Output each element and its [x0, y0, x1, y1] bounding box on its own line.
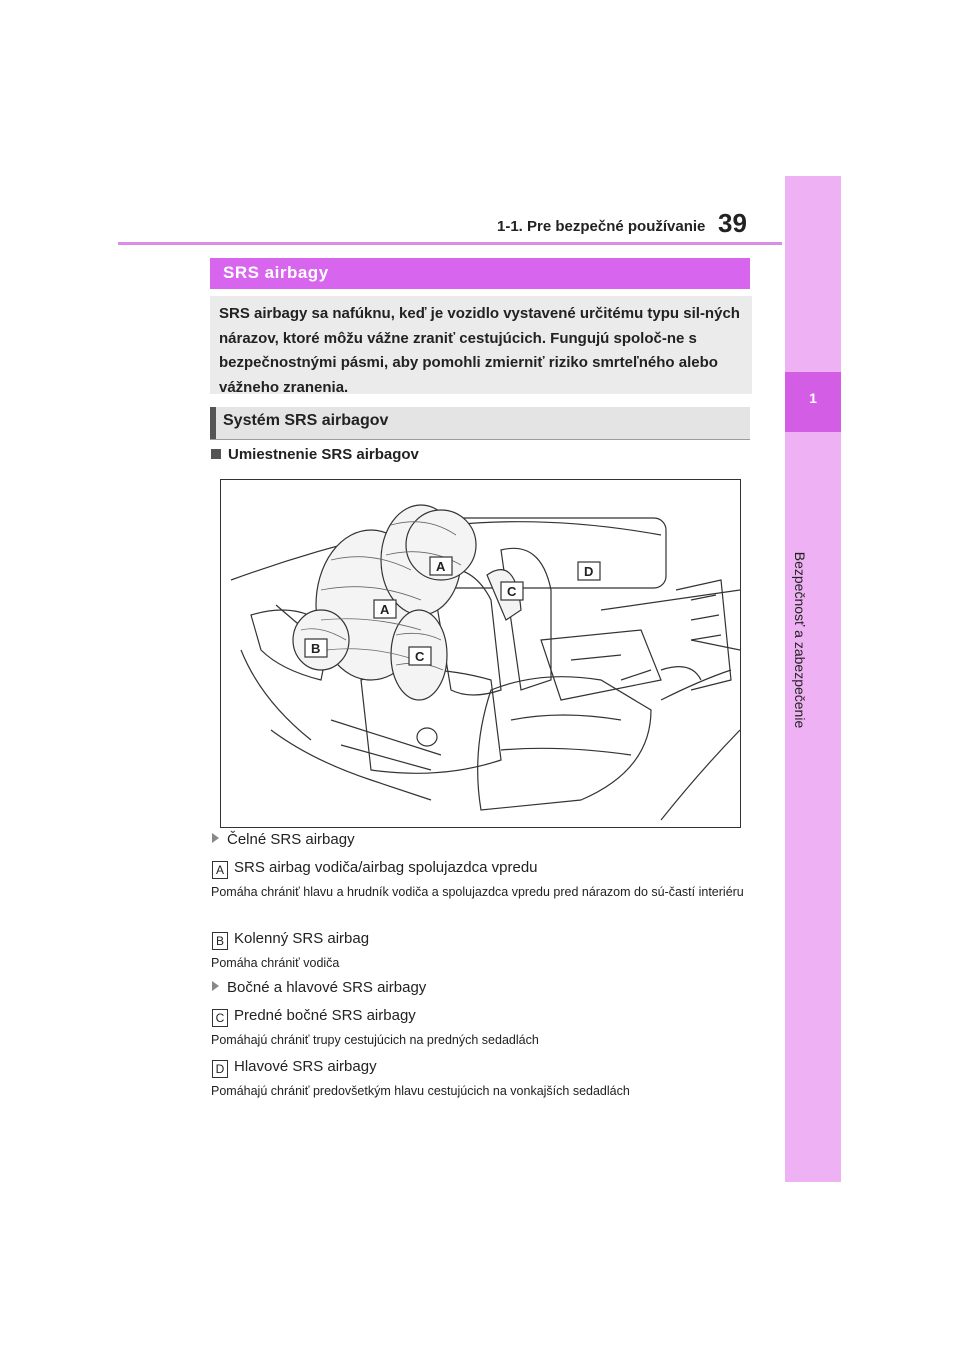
subsection-title: Systém SRS airbagov [223, 412, 389, 429]
callout-label: C [507, 584, 517, 599]
key-badge: B [212, 932, 228, 950]
section-title-bar [210, 258, 750, 289]
item-description: Pomáhajú chrániť predovšetkým hlavu cestujúcich na vonkajších sedadlách [211, 1084, 630, 1098]
callout-label: D [584, 564, 594, 579]
triangle-bullet-icon [212, 833, 219, 843]
square-bullet-icon [211, 449, 221, 459]
callout-label: A [436, 559, 446, 574]
section-reference: 1-1. Pre bezpečné používanie [497, 218, 706, 235]
subsection-marker [210, 407, 216, 439]
page-number: 39 [718, 208, 747, 238]
list-item: C Predné bočné SRS airbagy [212, 1007, 416, 1027]
triangle-bullet-icon [212, 981, 219, 991]
car-interior-drawing [221, 480, 740, 827]
group-title: Bočné a hlavové SRS airbagy [212, 979, 426, 996]
intro-text: SRS airbagy sa nafúknu, keď je vozidlo vystavené určitému typu sil-ných nárazov, ktoré môžu vážne zraniť cestujúcich. Fungujú spoloč-ne s bezpečnostnými pásmi, aby pomohli zmierniť riziko smrteľného alebo vážneho zranenia. [219, 305, 740, 396]
list-item: B Kolenný SRS airbag [212, 930, 369, 950]
airbag-illustration [220, 479, 741, 828]
group-title: Čelné SRS airbagy [212, 831, 355, 848]
callout-label: B [311, 641, 321, 656]
header-divider [118, 242, 782, 245]
key-badge: C [212, 1009, 228, 1027]
key-badge: D [212, 1060, 228, 1078]
item-description: Pomáha chrániť vodiča [211, 956, 340, 970]
chapter-number: 1 [809, 390, 817, 406]
list-item: D Hlavové SRS airbagy [212, 1058, 377, 1078]
callout-label: C [415, 649, 425, 664]
callout-label: A [380, 602, 390, 617]
section-title: SRS airbagy [223, 263, 329, 282]
intro-box [210, 296, 752, 394]
item-description: Pomáha chrániť hlavu a hrudník vodiča a spolujazdca vpredu pred nárazom do sú-častí interiéru [211, 885, 744, 899]
key-badge: A [212, 861, 228, 879]
list-item: A SRS airbag vodiča/airbag spolujazdca vpredu [212, 859, 538, 879]
subsection-title-bar [210, 407, 750, 440]
item-description: Pomáhajú chrániť trupy cestujúcich na predných sedadlách [211, 1033, 539, 1047]
location-heading: Umiestnenie SRS airbagov [211, 446, 419, 463]
